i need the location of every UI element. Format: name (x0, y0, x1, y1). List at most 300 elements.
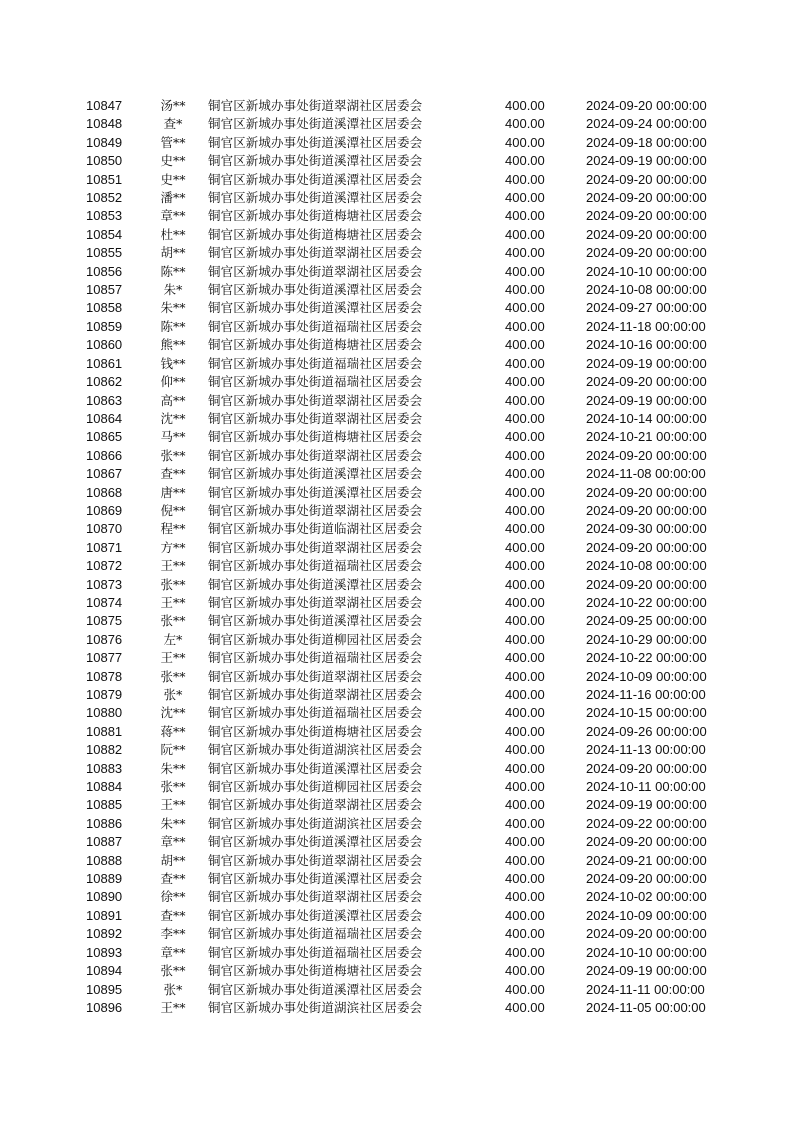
table-row (0, 152, 793, 170)
table-row (0, 373, 793, 391)
record-name: 陈** (160, 318, 186, 334)
record-id: 10886 (86, 815, 123, 831)
record-date: 2024-10-11 00:00:00 (586, 779, 706, 795)
record-date: 2024-10-22 00:00:00 (586, 594, 707, 610)
record-name: 陈** (160, 263, 186, 279)
record-date: 2024-09-20 00:00:00 (586, 190, 707, 206)
record-name: 唐** (160, 484, 186, 500)
record-amount: 400.00 (505, 226, 545, 242)
table-row (0, 134, 793, 152)
record-date: 2024-09-20 00:00:00 (586, 171, 707, 187)
record-name: 李** (160, 926, 186, 942)
table-row (0, 962, 793, 980)
record-amount: 400.00 (505, 245, 545, 261)
table-row (0, 502, 793, 520)
record-amount: 400.00 (505, 926, 545, 942)
record-amount: 400.00 (505, 944, 545, 960)
record-id: 10855 (86, 245, 123, 261)
table-row (0, 97, 793, 115)
record-name: 胡** (160, 245, 186, 261)
record-date: 2024-09-19 00:00:00 (586, 392, 707, 408)
table-row (0, 594, 793, 612)
record-name: 章** (160, 208, 186, 224)
record-amount: 400.00 (505, 539, 545, 555)
record-date: 2024-09-20 00:00:00 (586, 760, 707, 776)
table-row (0, 852, 793, 870)
table-row (0, 465, 793, 483)
record-organization: 铜官区新城办事处街道梅塘社区居委会 (208, 226, 423, 242)
table-row (0, 428, 793, 446)
record-organization: 铜官区新城办事处街道福瑞社区居委会 (208, 650, 423, 666)
record-id: 10854 (86, 226, 123, 242)
record-name: 张* (163, 981, 183, 997)
record-date: 2024-11-05 00:00:00 (586, 999, 706, 1015)
table-row (0, 299, 793, 317)
record-name: 王** (160, 558, 186, 574)
record-organization: 铜官区新城办事处街道溪潭社区居委会 (208, 134, 423, 150)
record-date: 2024-09-22 00:00:00 (586, 815, 707, 831)
record-name: 朱** (160, 815, 186, 831)
record-amount: 400.00 (505, 834, 545, 850)
record-name: 沈** (160, 410, 186, 426)
record-amount: 400.00 (505, 374, 545, 390)
record-id: 10891 (86, 907, 123, 923)
record-name: 阮** (160, 742, 186, 758)
record-amount: 400.00 (505, 98, 545, 113)
record-id: 10870 (86, 521, 123, 537)
record-amount: 400.00 (505, 447, 545, 463)
record-date: 2024-09-24 00:00:00 (586, 116, 707, 132)
table-row (0, 539, 793, 557)
record-id: 10847 (86, 98, 123, 113)
record-date: 2024-09-20 00:00:00 (586, 98, 707, 113)
record-name: 张* (163, 687, 183, 702)
record-organization: 铜官区新城办事处街道溪潭社区居委会 (208, 282, 423, 298)
record-name: 王** (160, 999, 186, 1015)
record-date: 2024-10-16 00:00:00 (586, 337, 707, 353)
record-date: 2024-10-08 00:00:00 (586, 282, 707, 298)
record-amount: 400.00 (505, 392, 545, 408)
record-name: 章** (160, 944, 186, 960)
record-name: 方** (160, 539, 186, 555)
record-id: 10866 (86, 447, 123, 463)
record-amount: 400.00 (505, 797, 545, 813)
record-id: 10848 (86, 116, 123, 132)
table-row (0, 447, 793, 465)
record-id: 10883 (86, 760, 123, 776)
record-organization: 铜官区新城办事处街道湖滨社区居委会 (208, 999, 423, 1015)
record-id: 10892 (86, 926, 123, 942)
record-amount: 400.00 (505, 521, 545, 537)
record-date: 2024-10-14 00:00:00 (586, 410, 707, 426)
record-id: 10887 (86, 834, 123, 850)
record-name: 王** (160, 650, 186, 666)
record-id: 10879 (86, 687, 123, 702)
record-amount: 400.00 (505, 466, 545, 482)
record-organization: 铜官区新城办事处街道溪潭社区居委会 (208, 466, 423, 482)
record-id: 10860 (86, 337, 123, 353)
record-organization: 铜官区新城办事处街道溪潭社区居委会 (208, 190, 423, 206)
table-row (0, 263, 793, 281)
record-name: 徐** (160, 889, 186, 905)
table-row (0, 888, 793, 906)
record-amount: 400.00 (505, 300, 545, 316)
record-amount: 400.00 (505, 852, 545, 868)
record-organization: 铜官区新城办事处街道溪潭社区居委会 (208, 576, 423, 592)
record-organization: 铜官区新城办事处街道溪潭社区居委会 (208, 871, 423, 887)
record-amount: 400.00 (505, 631, 545, 647)
record-amount: 400.00 (505, 134, 545, 150)
table-row (0, 999, 793, 1017)
record-organization: 铜官区新城办事处街道福瑞社区居委会 (208, 374, 423, 390)
table-row (0, 612, 793, 630)
record-id: 10856 (86, 263, 123, 279)
table-row (0, 704, 793, 722)
record-id: 10867 (86, 466, 123, 482)
table-row (0, 686, 793, 704)
record-organization: 铜官区新城办事处街道翠湖社区居委会 (208, 668, 423, 684)
record-date: 2024-10-09 00:00:00 (586, 668, 707, 684)
table-row (0, 318, 793, 336)
record-organization: 铜官区新城办事处街道福瑞社区居委会 (208, 926, 423, 942)
records-table (0, 97, 793, 1017)
table-row (0, 944, 793, 962)
record-date: 2024-09-20 00:00:00 (586, 245, 707, 261)
record-name: 张** (160, 576, 186, 592)
record-amount: 400.00 (505, 687, 545, 702)
record-organization: 铜官区新城办事处街道翠湖社区居委会 (208, 447, 423, 463)
record-organization: 铜官区新城办事处街道梅塘社区居委会 (208, 337, 423, 353)
record-date: 2024-09-19 00:00:00 (586, 355, 707, 371)
record-organization: 铜官区新城办事处街道福瑞社区居委会 (208, 318, 423, 334)
record-organization: 铜官区新城办事处街道福瑞社区居委会 (208, 355, 423, 371)
record-id: 10873 (86, 576, 123, 592)
record-organization: 铜官区新城办事处街道柳园社区居委会 (208, 631, 423, 647)
record-organization: 铜官区新城办事处街道梅塘社区居委会 (208, 208, 423, 224)
record-amount: 400.00 (505, 558, 545, 574)
record-amount: 400.00 (505, 484, 545, 500)
record-organization: 铜官区新城办事处街道翠湖社区居委会 (208, 245, 423, 261)
record-organization: 铜官区新城办事处街道福瑞社区居委会 (208, 944, 423, 960)
record-amount: 400.00 (505, 760, 545, 776)
record-name: 钱** (160, 355, 186, 371)
record-id: 10849 (86, 134, 123, 150)
record-date: 2024-10-21 00:00:00 (586, 429, 707, 445)
record-id: 10853 (86, 208, 123, 224)
record-name: 查* (163, 116, 183, 132)
record-organization: 铜官区新城办事处街道临湖社区居委会 (208, 521, 423, 537)
record-id: 10864 (86, 410, 123, 426)
record-id: 10888 (86, 852, 123, 868)
record-date: 2024-11-18 00:00:00 (586, 318, 706, 334)
record-amount: 400.00 (505, 410, 545, 426)
record-id: 10858 (86, 300, 123, 316)
record-amount: 400.00 (505, 153, 545, 169)
table-row (0, 631, 793, 649)
record-organization: 铜官区新城办事处街道翠湖社区居委会 (208, 263, 423, 279)
table-row (0, 723, 793, 741)
table-row (0, 815, 793, 833)
record-organization: 铜官区新城办事处街道梅塘社区居委会 (208, 723, 423, 739)
record-name: 沈** (160, 705, 186, 721)
record-name: 张** (160, 668, 186, 684)
record-date: 2024-09-20 00:00:00 (586, 447, 707, 463)
record-amount: 400.00 (505, 208, 545, 224)
record-amount: 400.00 (505, 594, 545, 610)
record-organization: 铜官区新城办事处街道翠湖社区居委会 (208, 889, 423, 905)
table-row (0, 778, 793, 796)
record-date: 2024-09-20 00:00:00 (586, 484, 707, 500)
record-amount: 400.00 (505, 190, 545, 206)
record-amount: 400.00 (505, 355, 545, 371)
record-id: 10865 (86, 429, 123, 445)
record-amount: 400.00 (505, 668, 545, 684)
record-id: 10868 (86, 484, 123, 500)
table-row (0, 410, 793, 428)
record-name: 熊** (160, 337, 186, 353)
record-name: 仰** (160, 374, 186, 390)
record-id: 10871 (86, 539, 123, 555)
record-date: 2024-10-22 00:00:00 (586, 650, 707, 666)
record-date: 2024-09-26 00:00:00 (586, 723, 707, 739)
record-organization: 铜官区新城办事处街道翠湖社区居委会 (208, 687, 423, 702)
table-row (0, 355, 793, 373)
table-row (0, 189, 793, 207)
record-name: 查** (160, 466, 186, 482)
table-row (0, 115, 793, 133)
record-organization: 铜官区新城办事处街道翠湖社区居委会 (208, 594, 423, 610)
record-organization: 铜官区新城办事处街道溪潭社区居委会 (208, 613, 423, 629)
record-organization: 铜官区新城办事处街道溪潭社区居委会 (208, 907, 423, 923)
record-amount: 400.00 (505, 963, 545, 979)
record-date: 2024-10-29 00:00:00 (586, 631, 707, 647)
record-name: 蒋** (160, 723, 186, 739)
record-name: 潘** (160, 190, 186, 206)
record-organization: 铜官区新城办事处街道溪潭社区居委会 (208, 834, 423, 850)
record-id: 10851 (86, 171, 123, 187)
record-name: 史** (160, 171, 186, 187)
record-organization: 铜官区新城办事处街道溪潭社区居委会 (208, 760, 423, 776)
record-name: 章** (160, 834, 186, 850)
record-organization: 铜官区新城办事处街道福瑞社区居委会 (208, 705, 423, 721)
record-amount: 400.00 (505, 650, 545, 666)
record-date: 2024-09-19 00:00:00 (586, 963, 707, 979)
record-id: 10893 (86, 944, 123, 960)
record-date: 2024-09-20 00:00:00 (586, 208, 707, 224)
record-date: 2024-11-13 00:00:00 (586, 742, 706, 758)
table-row (0, 925, 793, 943)
record-date: 2024-09-20 00:00:00 (586, 374, 707, 390)
record-amount: 400.00 (505, 429, 545, 445)
record-id: 10895 (86, 981, 123, 997)
record-organization: 铜官区新城办事处街道溪潭社区居委会 (208, 116, 423, 132)
record-date: 2024-09-25 00:00:00 (586, 613, 707, 629)
record-name: 杜** (160, 226, 186, 242)
table-row (0, 336, 793, 354)
table-row (0, 207, 793, 225)
record-id: 10885 (86, 797, 123, 813)
record-id: 10889 (86, 871, 123, 887)
record-amount: 400.00 (505, 779, 545, 795)
record-organization: 铜官区新城办事处街道湖滨社区居委会 (208, 815, 423, 831)
table-row (0, 760, 793, 778)
record-amount: 400.00 (505, 576, 545, 592)
record-organization: 铜官区新城办事处街道溪潭社区居委会 (208, 981, 423, 997)
record-name: 高** (160, 392, 186, 408)
record-date: 2024-09-27 00:00:00 (586, 300, 707, 316)
record-id: 10872 (86, 558, 123, 574)
record-name: 朱** (160, 300, 186, 316)
record-amount: 400.00 (505, 871, 545, 887)
table-row (0, 244, 793, 262)
record-organization: 铜官区新城办事处街道溪潭社区居委会 (208, 484, 423, 500)
record-organization: 铜官区新城办事处街道梅塘社区居委会 (208, 429, 423, 445)
table-row (0, 981, 793, 999)
table-row (0, 226, 793, 244)
record-name: 查** (160, 871, 186, 887)
record-id: 10875 (86, 613, 123, 629)
record-name: 管** (160, 134, 186, 150)
record-name: 王** (160, 797, 186, 813)
table-row (0, 907, 793, 925)
table-row (0, 796, 793, 814)
record-organization: 铜官区新城办事处街道翠湖社区居委会 (208, 392, 423, 408)
record-date: 2024-09-19 00:00:00 (586, 797, 707, 813)
table-row (0, 557, 793, 575)
record-amount: 400.00 (505, 282, 545, 298)
record-amount: 400.00 (505, 502, 545, 518)
record-id: 10884 (86, 779, 123, 795)
record-date: 2024-09-21 00:00:00 (586, 852, 707, 868)
record-date: 2024-10-08 00:00:00 (586, 558, 707, 574)
record-date: 2024-09-20 00:00:00 (586, 539, 707, 555)
record-id: 10852 (86, 190, 123, 206)
record-name: 倪** (160, 502, 186, 518)
record-date: 2024-10-15 00:00:00 (586, 705, 707, 721)
record-name: 王** (160, 594, 186, 610)
record-name: 朱* (163, 282, 183, 298)
record-date: 2024-11-16 00:00:00 (586, 687, 706, 702)
record-amount: 400.00 (505, 723, 545, 739)
record-name: 史** (160, 153, 186, 169)
record-organization: 铜官区新城办事处街道翠湖社区居委会 (208, 502, 423, 518)
record-date: 2024-09-19 00:00:00 (586, 153, 707, 169)
record-organization: 铜官区新城办事处街道翠湖社区居委会 (208, 410, 423, 426)
record-amount: 400.00 (505, 318, 545, 334)
record-organization: 铜官区新城办事处街道溪潭社区居委会 (208, 300, 423, 316)
record-amount: 400.00 (505, 613, 545, 629)
record-id: 10890 (86, 889, 123, 905)
record-id: 10861 (86, 355, 123, 371)
record-name: 马** (160, 429, 186, 445)
record-name: 张** (160, 779, 186, 795)
record-date: 2024-09-20 00:00:00 (586, 834, 707, 850)
record-id: 10859 (86, 318, 123, 334)
table-row (0, 649, 793, 667)
table-row (0, 741, 793, 759)
record-organization: 铜官区新城办事处街道柳园社区居委会 (208, 779, 423, 795)
record-date: 2024-09-20 00:00:00 (586, 226, 707, 242)
record-id: 10874 (86, 594, 123, 610)
record-date: 2024-11-08 00:00:00 (586, 466, 706, 482)
record-id: 10862 (86, 374, 123, 390)
record-date: 2024-09-20 00:00:00 (586, 576, 707, 592)
record-date: 2024-10-09 00:00:00 (586, 907, 707, 923)
record-date: 2024-10-10 00:00:00 (586, 263, 707, 279)
record-id: 10863 (86, 392, 123, 408)
record-name: 张** (160, 613, 186, 629)
record-date: 2024-10-10 00:00:00 (586, 944, 707, 960)
record-amount: 400.00 (505, 263, 545, 279)
record-id: 10869 (86, 502, 123, 518)
record-date: 2024-09-20 00:00:00 (586, 926, 707, 942)
record-organization: 铜官区新城办事处街道翠湖社区居委会 (208, 98, 423, 113)
table-row (0, 392, 793, 410)
record-organization: 铜官区新城办事处街道翠湖社区居委会 (208, 797, 423, 813)
record-name: 张** (160, 447, 186, 463)
record-amount: 400.00 (505, 981, 545, 997)
record-amount: 400.00 (505, 742, 545, 758)
record-date: 2024-10-02 00:00:00 (586, 889, 707, 905)
record-organization: 铜官区新城办事处街道福瑞社区居委会 (208, 558, 423, 574)
table-row (0, 668, 793, 686)
record-organization: 铜官区新城办事处街道溪潭社区居委会 (208, 171, 423, 187)
table-row (0, 484, 793, 502)
record-id: 10850 (86, 153, 123, 169)
record-amount: 400.00 (505, 815, 545, 831)
record-amount: 400.00 (505, 337, 545, 353)
record-organization: 铜官区新城办事处街道翠湖社区居委会 (208, 852, 423, 868)
record-date: 2024-09-30 00:00:00 (586, 521, 707, 537)
table-row (0, 171, 793, 189)
record-name: 左* (163, 631, 183, 647)
record-amount: 400.00 (505, 171, 545, 187)
record-amount: 400.00 (505, 907, 545, 923)
record-organization: 铜官区新城办事处街道翠湖社区居委会 (208, 539, 423, 555)
table-row (0, 520, 793, 538)
record-date: 2024-09-18 00:00:00 (586, 134, 707, 150)
record-id: 10881 (86, 723, 123, 739)
table-row (0, 870, 793, 888)
record-date: 2024-11-11 00:00:00 (586, 981, 705, 997)
record-organization: 铜官区新城办事处街道溪潭社区居委会 (208, 153, 423, 169)
record-name: 查** (160, 907, 186, 923)
record-id: 10894 (86, 963, 123, 979)
record-id: 10880 (86, 705, 123, 721)
record-amount: 400.00 (505, 705, 545, 721)
record-name: 程** (160, 521, 186, 537)
record-amount: 400.00 (505, 999, 545, 1015)
record-amount: 400.00 (505, 116, 545, 132)
record-name: 张** (160, 963, 186, 979)
table-row (0, 576, 793, 594)
record-name: 汤** (160, 98, 186, 113)
record-name: 胡** (160, 852, 186, 868)
record-amount: 400.00 (505, 889, 545, 905)
record-id: 10896 (86, 999, 123, 1015)
record-id: 10857 (86, 282, 123, 298)
record-name: 朱** (160, 760, 186, 776)
record-id: 10876 (86, 631, 123, 647)
table-row (0, 281, 793, 299)
record-id: 10878 (86, 668, 123, 684)
record-organization: 铜官区新城办事处街道梅塘社区居委会 (208, 963, 423, 979)
record-id: 10877 (86, 650, 123, 666)
record-date: 2024-09-20 00:00:00 (586, 502, 707, 518)
table-row (0, 833, 793, 851)
record-id: 10882 (86, 742, 123, 758)
record-organization: 铜官区新城办事处街道湖滨社区居委会 (208, 742, 423, 758)
